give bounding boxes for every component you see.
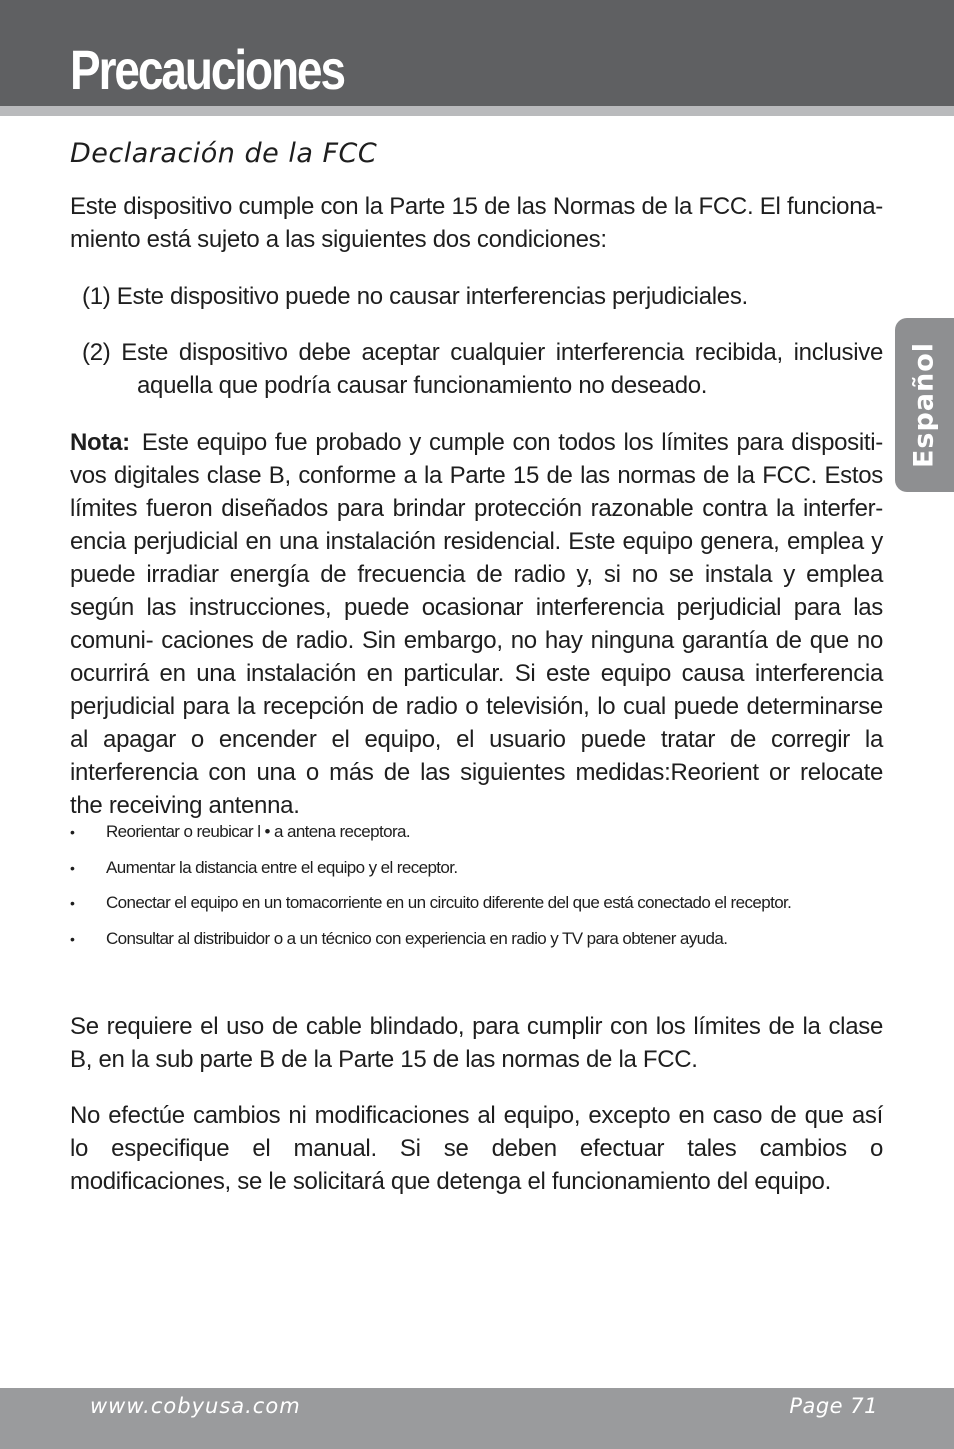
footer-url-link[interactable]: www.cobyusa.com (90, 1394, 301, 1418)
modifications-paragraph: No efectúe cambios ni modificaciones al equipo, excepto en caso de que así lo especifique el manual. Si se deben efectuar tales cambios o modificaciones, se le solicitará que detenga el funcionamiento del equipo. (70, 1102, 883, 1195)
bullet-icon: • (70, 930, 75, 947)
section-heading: Declaración de la FCC (70, 138, 378, 169)
list-item: • Consultar al distribuidor o a un técnico con experiencia en radio y TV para obtener ayuda. (70, 923, 883, 959)
page-number: Page 71 (789, 1394, 878, 1418)
list-item: • Aumentar la distancia entre el equipo y el receptor. (70, 852, 883, 888)
language-tab (895, 318, 954, 492)
condition-2: (2) Este dispositivo debe aceptar cualquier interferencia recibida, inclusive aquella que podría causar funcionamiento no deseado. (82, 339, 883, 399)
bullet-icon: • (70, 895, 75, 911)
intro-paragraph: Este dispositivo cumple con la Parte 15 de las Normas de la FCC. El funciona- miento está sujeto a las siguientes dos condiciones: (70, 193, 883, 253)
list-item: • Conectar el equipo en un tomacorriente en un circuito diferente del que está conectado el receptor. (70, 887, 883, 923)
bullet-icon: • (70, 859, 75, 876)
page-title: Precauciones (70, 38, 345, 101)
note-text: Este equipo fue probado y cumple con todos los límites para dispositi- vos digitales clase B, conforme a la Parte 15 de las normas de la FCC. Estos límites fueron diseñados para brindar protección razonable contra la interfer- encia perjudicial en una instalación residencial. Este equipo genera, emplea y puede irradiar energía de frecuencia de radio y, si no se instala y emplea según las instrucciones, puede ocasionar interferencia perjudicial para las comuni- caciones de radio. Sin embargo, no hay ninguna garantía de que no ocurrirá en una instalación en particular. Si este equipo causa interferencia perjudicial para la recepción de radio o televisión, lo cual puede determinarse al apagar o encender el equipo, el usuario puede tratar de corregir la interferencia con una o más de las siguientes medidas:Reorient or relocate the receiving antenna. (70, 429, 883, 819)
condition-1: (1) Este dispositivo puede no causar interferencias perjudiciales. (82, 283, 748, 310)
measures-list (70, 816, 883, 958)
note-paragraph (70, 426, 883, 822)
note-label: Nota: (70, 429, 130, 456)
language-tab-label: Español (908, 341, 940, 469)
bullet-icon: • (70, 824, 75, 840)
list-item: • Reorientar o reubicar l • a antena receptora. (70, 816, 883, 852)
shielded-cable-paragraph: Se requiere el uso de cable blindado, para cumplir con los límites de la clase B, en la sub parte B de la Parte 15 de las normas de la FCC. (70, 1013, 883, 1073)
